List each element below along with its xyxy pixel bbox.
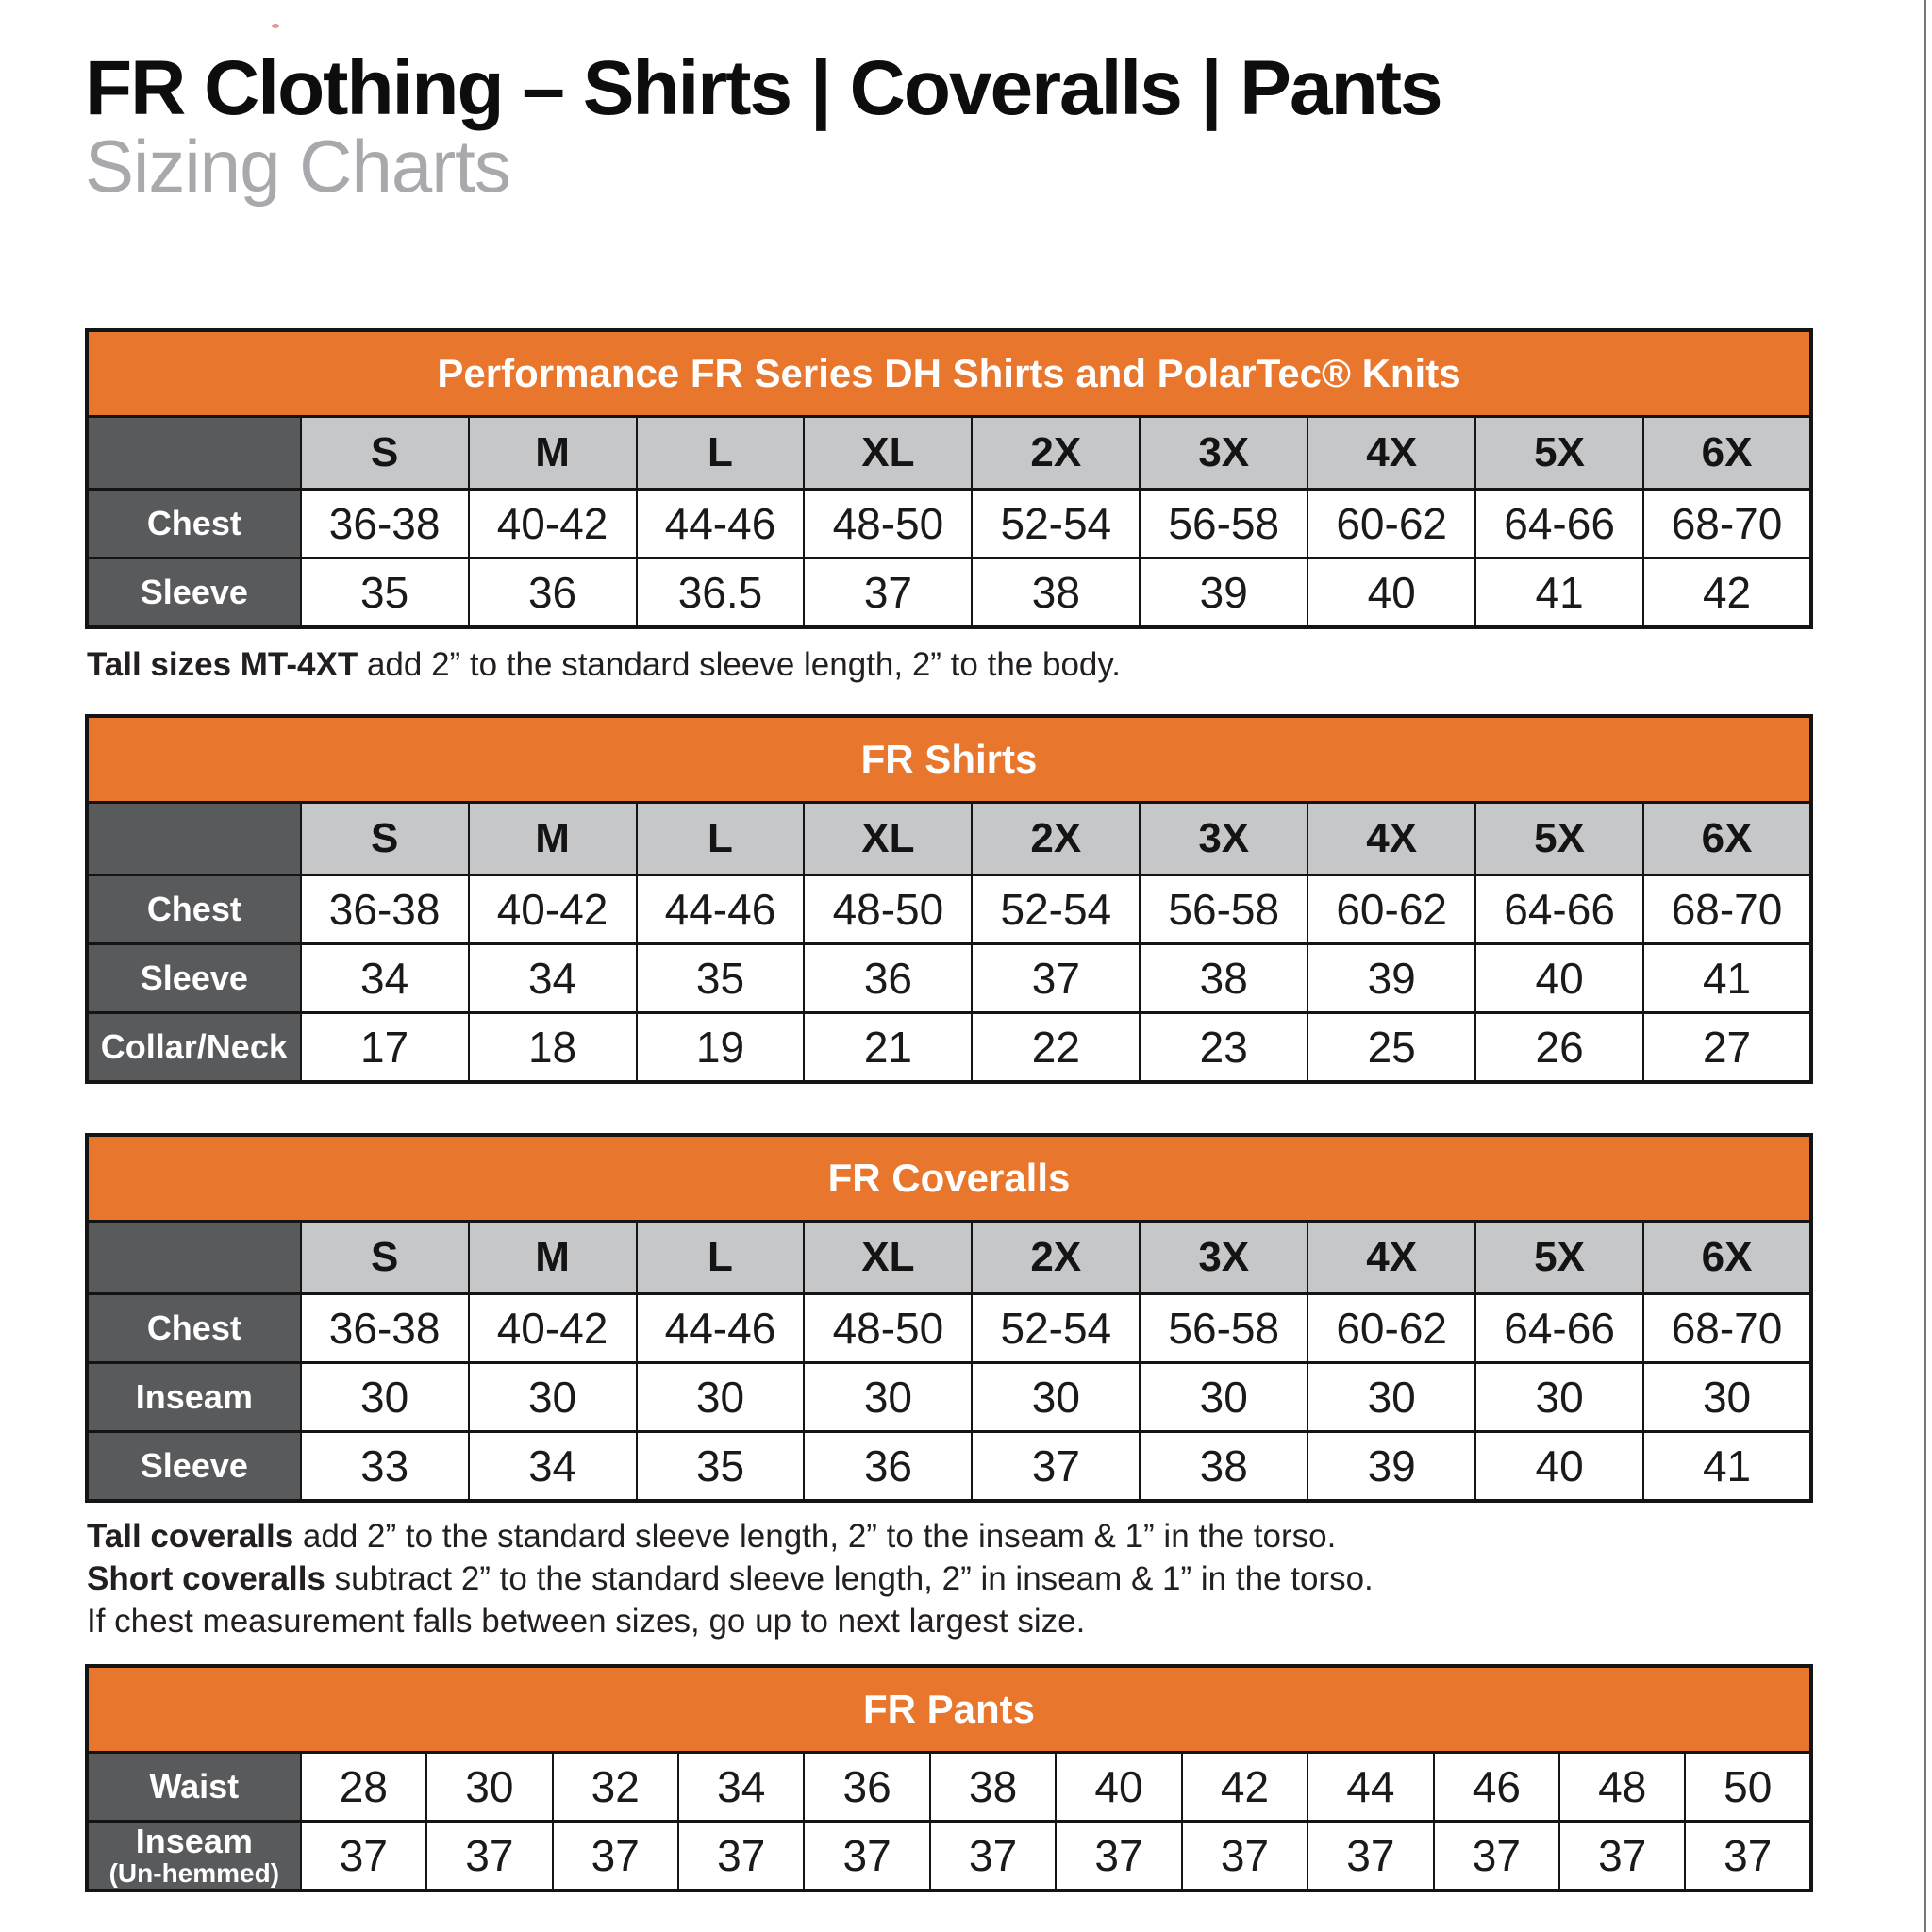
data-cell: 26 bbox=[1475, 1013, 1643, 1083]
data-cell: 48-50 bbox=[804, 1294, 972, 1363]
data-cell: 36-38 bbox=[301, 1294, 469, 1363]
data-cell: 37 bbox=[678, 1821, 804, 1890]
table-row bbox=[87, 875, 1811, 944]
data-cell: 48-50 bbox=[804, 489, 972, 558]
data-cell: 36-38 bbox=[301, 875, 469, 944]
data-cell: 68-70 bbox=[1643, 489, 1811, 558]
data-cell: 38 bbox=[930, 1752, 1056, 1821]
data-cell: 30 bbox=[301, 1363, 469, 1432]
data-cell: 37 bbox=[972, 1432, 1140, 1502]
sizing-table bbox=[85, 328, 1813, 629]
row-label: Inseam bbox=[87, 1363, 301, 1432]
table-title-row bbox=[87, 1135, 1811, 1222]
row-label: Chest bbox=[87, 489, 301, 558]
table-row bbox=[87, 558, 1811, 627]
table-section-fr-shirts bbox=[85, 714, 1813, 1084]
table-title: Performance FR Series DH Shirts and PolarTec® Knits bbox=[87, 330, 1811, 417]
data-cell: 36-38 bbox=[301, 489, 469, 558]
row-label: Chest bbox=[87, 875, 301, 944]
data-cell: 17 bbox=[301, 1013, 469, 1083]
row-label: Collar/Neck bbox=[87, 1013, 301, 1083]
sizing-table bbox=[85, 714, 1813, 1084]
data-cell: 46 bbox=[1434, 1752, 1559, 1821]
sizing-table bbox=[85, 1133, 1813, 1503]
size-header-cell: 3X bbox=[1140, 416, 1307, 489]
row-label: Sleeve bbox=[87, 1432, 301, 1502]
data-cell: 60-62 bbox=[1307, 1294, 1475, 1363]
table-row bbox=[87, 1294, 1811, 1363]
size-header-cell: 6X bbox=[1643, 416, 1811, 489]
data-cell: 40 bbox=[1475, 944, 1643, 1013]
data-cell: 56-58 bbox=[1140, 875, 1307, 944]
table-row bbox=[87, 1432, 1811, 1502]
data-cell: 40-42 bbox=[469, 875, 637, 944]
data-cell: 30 bbox=[426, 1752, 552, 1821]
data-cell: 68-70 bbox=[1643, 1294, 1811, 1363]
size-header-cell: M bbox=[469, 416, 637, 489]
data-cell: 40 bbox=[1307, 558, 1475, 627]
table-title: FR Coveralls bbox=[87, 1135, 1811, 1222]
size-header-cell: S bbox=[301, 416, 469, 489]
data-cell: 52-54 bbox=[972, 489, 1140, 558]
data-cell: 36 bbox=[804, 944, 972, 1013]
row-label-sub: (Un-hemmed) bbox=[108, 1857, 280, 1888]
size-header-cell: XL bbox=[804, 1222, 972, 1294]
data-cell: 38 bbox=[972, 558, 1140, 627]
data-cell: 36 bbox=[804, 1752, 929, 1821]
size-header-cell: XL bbox=[804, 416, 972, 489]
data-cell: 36 bbox=[804, 1432, 972, 1502]
data-cell: 33 bbox=[301, 1432, 469, 1502]
data-cell: 36 bbox=[469, 558, 637, 627]
data-cell: 37 bbox=[1559, 1821, 1685, 1890]
data-cell: 39 bbox=[1307, 944, 1475, 1013]
size-header-cell: 4X bbox=[1307, 803, 1475, 875]
data-cell: 32 bbox=[553, 1752, 678, 1821]
row-label: Chest bbox=[87, 1294, 301, 1363]
data-cell: 37 bbox=[301, 1821, 426, 1890]
size-header-cell: L bbox=[637, 416, 805, 489]
data-cell: 44-46 bbox=[637, 1294, 805, 1363]
data-cell: 68-70 bbox=[1643, 875, 1811, 944]
data-cell: 30 bbox=[1643, 1363, 1811, 1432]
data-cell: 25 bbox=[1307, 1013, 1475, 1083]
data-cell: 44-46 bbox=[637, 875, 805, 944]
data-cell: 42 bbox=[1182, 1752, 1307, 1821]
data-cell: 56-58 bbox=[1140, 489, 1307, 558]
size-header-cell: 6X bbox=[1643, 803, 1811, 875]
size-header-cell: 4X bbox=[1307, 416, 1475, 489]
data-cell: 41 bbox=[1643, 1432, 1811, 1502]
table-row bbox=[87, 1821, 1811, 1890]
note-chest-measurement bbox=[87, 1601, 1813, 1643]
size-header-cell: L bbox=[637, 1222, 805, 1294]
data-cell: 52-54 bbox=[972, 1294, 1140, 1363]
size-header-cell: M bbox=[469, 803, 637, 875]
size-header-cell: 2X bbox=[972, 1222, 1140, 1294]
data-cell: 30 bbox=[469, 1363, 637, 1432]
row-label: Sleeve bbox=[87, 944, 301, 1013]
data-cell: 37 bbox=[804, 1821, 929, 1890]
table-title-row bbox=[87, 330, 1811, 417]
data-cell: 48-50 bbox=[804, 875, 972, 944]
data-cell: 34 bbox=[469, 1432, 637, 1502]
data-cell: 34 bbox=[469, 944, 637, 1013]
data-cell: 37 bbox=[930, 1821, 1056, 1890]
corner-cell bbox=[87, 803, 301, 875]
data-cell: 38 bbox=[1140, 944, 1307, 1013]
table-section-performance bbox=[85, 328, 1813, 629]
data-cell: 64-66 bbox=[1475, 489, 1643, 558]
note-bold-lead: Tall coveralls bbox=[87, 1518, 294, 1556]
data-cell: 30 bbox=[1307, 1363, 1475, 1432]
table-title: FR Shirts bbox=[87, 716, 1811, 803]
size-header-cell: 2X bbox=[972, 416, 1140, 489]
table-title: FR Pants bbox=[87, 1666, 1811, 1753]
coveralls-notes bbox=[85, 1516, 1813, 1642]
note-tall-sizes bbox=[87, 644, 1813, 687]
note-text: add 2” to the standard sleeve length, 2” to the inseam & 1” in the torso. bbox=[293, 1518, 1337, 1556]
data-cell: 40 bbox=[1056, 1752, 1181, 1821]
data-cell: 39 bbox=[1307, 1432, 1475, 1502]
data-cell: 39 bbox=[1140, 558, 1307, 627]
size-header-cell: 5X bbox=[1475, 416, 1643, 489]
table-section-fr-coveralls bbox=[85, 1133, 1813, 1503]
data-cell: 42 bbox=[1643, 558, 1811, 627]
table-row bbox=[87, 489, 1811, 558]
note-tall-coveralls bbox=[87, 1516, 1813, 1558]
data-cell: 30 bbox=[1475, 1363, 1643, 1432]
data-cell: 44-46 bbox=[637, 489, 805, 558]
data-cell: 56-58 bbox=[1140, 1294, 1307, 1363]
table-row bbox=[87, 1363, 1811, 1432]
size-header-cell: 6X bbox=[1643, 1222, 1811, 1294]
data-cell: 40 bbox=[1475, 1432, 1643, 1502]
data-cell: 60-62 bbox=[1307, 875, 1475, 944]
data-cell: 36.5 bbox=[637, 558, 805, 627]
size-header-cell: S bbox=[301, 803, 469, 875]
note-text: add 2” to the standard sleeve length, 2” to the body. bbox=[358, 645, 1121, 683]
data-cell: 52-54 bbox=[972, 875, 1140, 944]
size-header-row bbox=[87, 803, 1811, 875]
size-header-cell: 3X bbox=[1140, 803, 1307, 875]
data-cell: 30 bbox=[804, 1363, 972, 1432]
data-cell: 35 bbox=[301, 558, 469, 627]
data-cell: 37 bbox=[1307, 1821, 1433, 1890]
page-subtitle: Sizing Charts bbox=[85, 124, 510, 208]
data-cell: 37 bbox=[553, 1821, 678, 1890]
size-header-cell: M bbox=[469, 1222, 637, 1294]
corner-cell bbox=[87, 416, 301, 489]
size-header-cell: 5X bbox=[1475, 1222, 1643, 1294]
data-cell: 38 bbox=[1140, 1432, 1307, 1502]
size-header-row bbox=[87, 1222, 1811, 1294]
data-cell: 23 bbox=[1140, 1013, 1307, 1083]
note-bold-lead: Short coveralls bbox=[87, 1560, 325, 1598]
size-header-cell: XL bbox=[804, 803, 972, 875]
data-cell: 37 bbox=[804, 558, 972, 627]
table-section-fr-pants bbox=[85, 1664, 1813, 1892]
data-cell: 35 bbox=[637, 944, 805, 1013]
data-cell: 40-42 bbox=[469, 489, 637, 558]
data-cell: 30 bbox=[1140, 1363, 1307, 1432]
data-cell: 30 bbox=[972, 1363, 1140, 1432]
table-title-row bbox=[87, 716, 1811, 803]
data-cell: 37 bbox=[1056, 1821, 1181, 1890]
data-cell: 64-66 bbox=[1475, 875, 1643, 944]
data-cell: 44 bbox=[1307, 1752, 1433, 1821]
data-cell: 19 bbox=[637, 1013, 805, 1083]
data-cell: 27 bbox=[1643, 1013, 1811, 1083]
page-title: FR Clothing – Shirts | Coveralls | Pants bbox=[85, 45, 1441, 131]
data-cell: 40-42 bbox=[469, 1294, 637, 1363]
size-header-cell: 5X bbox=[1475, 803, 1643, 875]
note-text: subtract 2” to the standard sleeve length, 2” in inseam & 1” in the torso. bbox=[325, 1560, 1374, 1598]
data-cell: 64-66 bbox=[1475, 1294, 1643, 1363]
size-header-cell: S bbox=[301, 1222, 469, 1294]
data-cell: 34 bbox=[678, 1752, 804, 1821]
note-bold-lead: Tall sizes MT-4XT bbox=[87, 645, 358, 683]
size-header-cell: 2X bbox=[972, 803, 1140, 875]
size-header-cell: L bbox=[637, 803, 805, 875]
data-cell: 22 bbox=[972, 1013, 1140, 1083]
data-cell: 35 bbox=[637, 1432, 805, 1502]
note-text: If chest measurement falls between sizes, go up to next largest size. bbox=[87, 1602, 1086, 1640]
row-label-main: Inseam bbox=[135, 1822, 253, 1861]
data-cell: 37 bbox=[1434, 1821, 1559, 1890]
table-row bbox=[87, 944, 1811, 1013]
row-label: Waist bbox=[87, 1752, 301, 1821]
table-row bbox=[87, 1013, 1811, 1083]
data-cell: 37 bbox=[972, 944, 1140, 1013]
note-short-coveralls bbox=[87, 1558, 1813, 1601]
row-label bbox=[87, 1821, 301, 1890]
data-cell: 34 bbox=[301, 944, 469, 1013]
data-cell: 30 bbox=[637, 1363, 805, 1432]
data-cell: 41 bbox=[1475, 558, 1643, 627]
data-cell: 37 bbox=[1182, 1821, 1307, 1890]
data-cell: 37 bbox=[1685, 1821, 1811, 1890]
table-title-row bbox=[87, 1666, 1811, 1753]
table-row bbox=[87, 1752, 1811, 1821]
row-label: Sleeve bbox=[87, 558, 301, 627]
size-header-cell: 3X bbox=[1140, 1222, 1307, 1294]
size-header-cell: 4X bbox=[1307, 1222, 1475, 1294]
size-header-row bbox=[87, 416, 1811, 489]
data-cell: 41 bbox=[1643, 944, 1811, 1013]
data-cell: 50 bbox=[1685, 1752, 1811, 1821]
data-cell: 18 bbox=[469, 1013, 637, 1083]
data-cell: 37 bbox=[426, 1821, 552, 1890]
data-cell: 28 bbox=[301, 1752, 426, 1821]
sizing-table bbox=[85, 1664, 1813, 1892]
data-cell: 60-62 bbox=[1307, 489, 1475, 558]
data-cell: 21 bbox=[804, 1013, 972, 1083]
data-cell: 48 bbox=[1559, 1752, 1685, 1821]
corner-cell bbox=[87, 1222, 301, 1294]
